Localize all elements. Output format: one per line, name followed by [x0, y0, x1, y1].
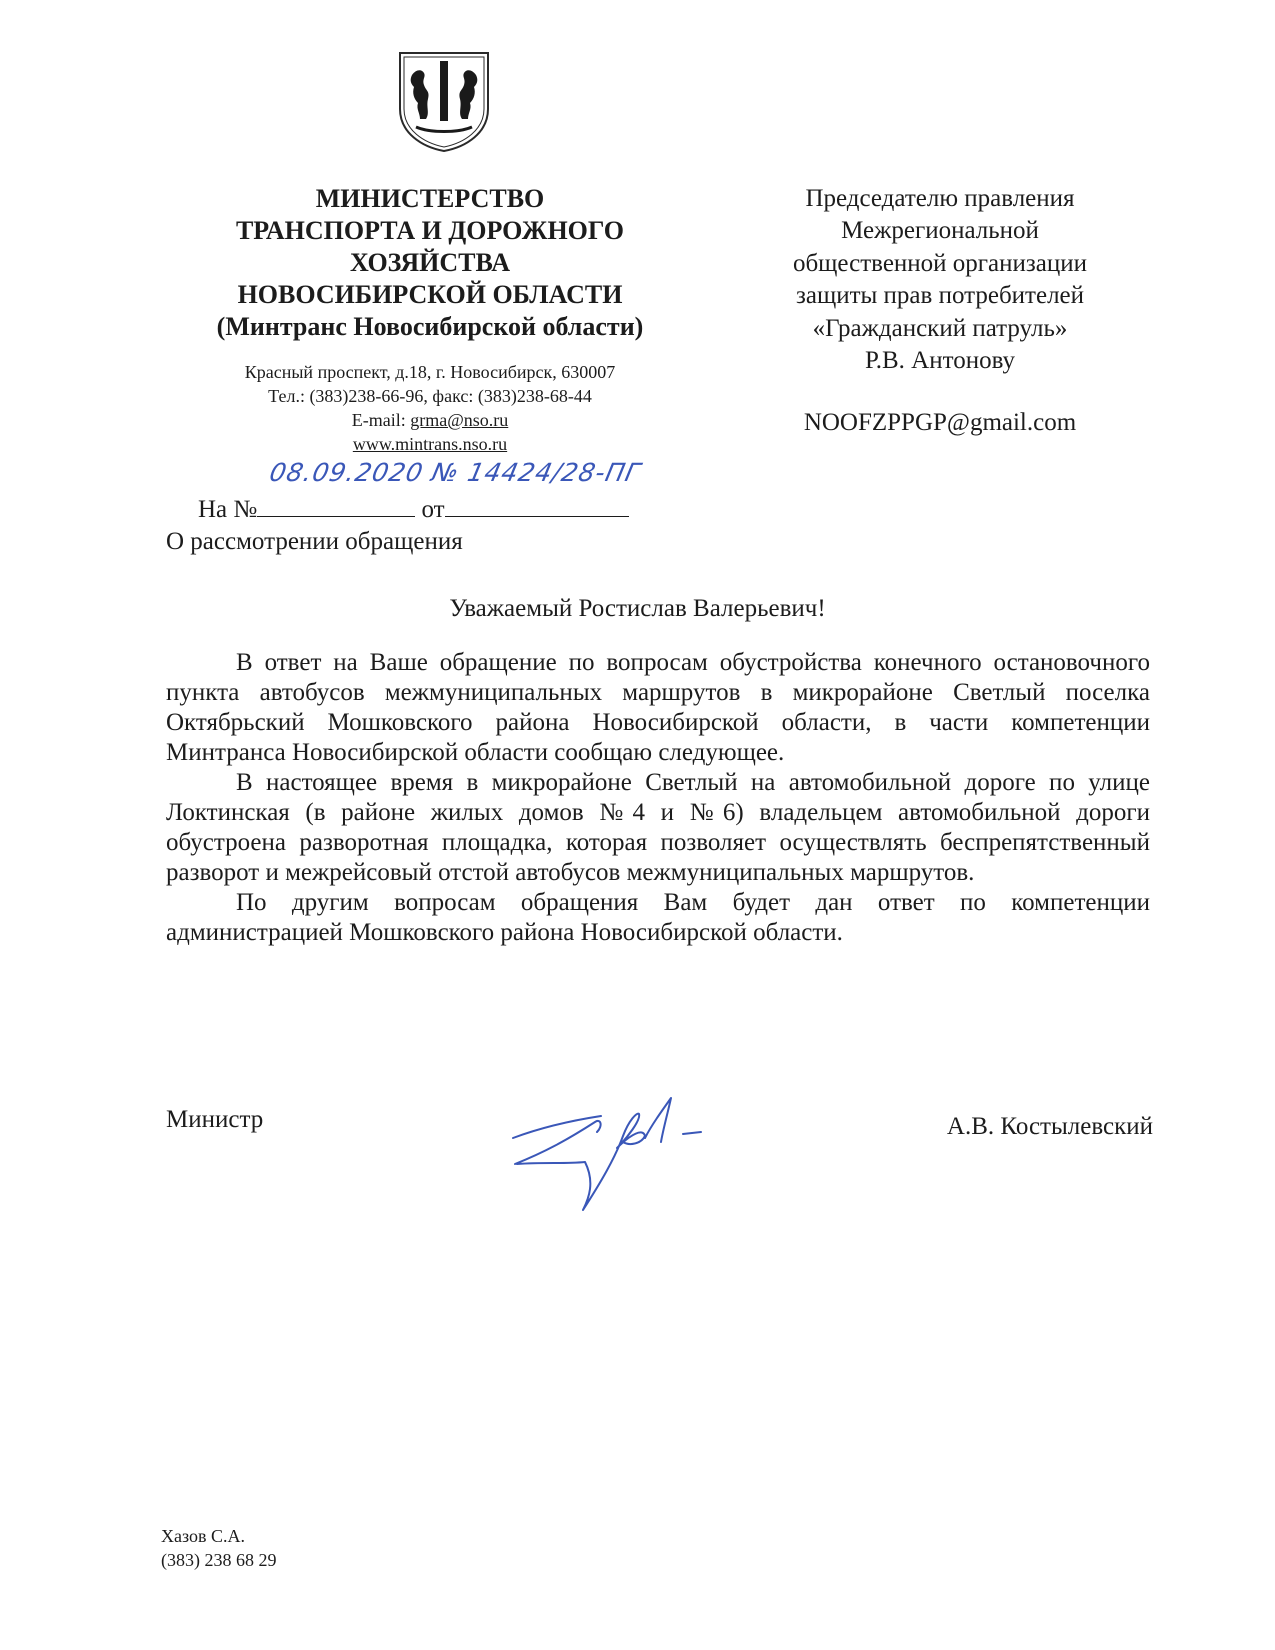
executor-block [161, 1524, 277, 1572]
letter-body [166, 648, 1150, 948]
recipient-line: Межрегиональной [841, 217, 1039, 245]
ministry-line: ХОЗЯЙСТВА [349, 248, 510, 277]
email-label: E-mail: [351, 410, 411, 430]
reference-number-label: На № [198, 496, 258, 523]
handwritten-reference: 08.09.2020 № 14424/28-ПГ [266, 458, 644, 487]
signatory-position: Министр [166, 1106, 264, 1133]
body-paragraph: По другим вопросам обращения Вам будет дан ответ по компетенции администрацией Мошковского района Новосибирской области. [166, 889, 1150, 946]
ministry-website-link[interactable]: www.mintrans.nso.ru [352, 434, 508, 454]
reference-date-blank [445, 494, 629, 517]
ministry-line: (Минтранс Новосибирской области) [216, 312, 644, 341]
ministry-line: ТРАНСПОРТА И ДОРОЖНОГО [235, 216, 625, 245]
signatory-name: А.В. Костылевский [946, 1113, 1153, 1140]
recipient-line: Председателю правления [805, 185, 1075, 212]
reference-date-label: от [421, 496, 445, 523]
ministry-email-row [180, 408, 680, 432]
ministry-line: НОВОСИБИРСКОЙ ОБЛАСТИ [237, 280, 623, 309]
recipient-line: общественной организации [792, 249, 1088, 277]
ministry-address: Красный проспект, д.18, г. Новосибирск, 630007 [244, 362, 616, 382]
coat-of-arms-icon [396, 47, 492, 153]
recipient-line: «Гражданский патруль» [812, 314, 1068, 342]
recipient-line: Р.В. Антонову [864, 347, 1016, 375]
reference-line [198, 494, 629, 524]
recipient-block [720, 183, 1160, 440]
ministry-contacts [180, 360, 680, 456]
ministry-line: МИНИСТЕРСТВО [315, 184, 545, 213]
handwritten-signature [505, 1086, 745, 1216]
letter-subject: О рассмотрении обращения [166, 528, 463, 555]
reference-number-blank [257, 494, 415, 517]
ministry-name [180, 183, 680, 343]
recipient-line: защиты прав потребителей [795, 282, 1085, 310]
executor-phone: (383) 238 68 29 [161, 1550, 277, 1570]
ministry-email-link[interactable]: grma@nso.ru [410, 410, 509, 430]
body-paragraph: В настоящее время в микрорайоне Светлый на автомобильной дороге по улице Локтинская (в районе жилых домов №4 и №6) владельцем автомобильной дороги обустроена разворотная площадка, которая позволяет осуществлять беспрепятственный разворот и межрейсовый отстой автобусов межмуниципальных маршрутов. [166, 769, 1150, 886]
recipient-email: NOOFZPPGP@gmail.com [803, 409, 1077, 437]
executor-name: Хазов С.А. [161, 1526, 245, 1546]
ministry-phone: Тел.: (383)238-66-96, факс: (383)238-68-44 [268, 386, 592, 406]
body-paragraph: В ответ на Ваше обращение по вопросам обустройства конечного остановочного пункта автобусов межмуниципальных маршрутов в микрорайоне Светлый поселка Октябрьский Мошковского района Новосибирской области, в части компетенции Минтранса Новосибирской области сообщаю следующее. [166, 649, 1150, 766]
letter-greeting: Уважаемый Ростислав Валерьевич! [449, 595, 826, 622]
